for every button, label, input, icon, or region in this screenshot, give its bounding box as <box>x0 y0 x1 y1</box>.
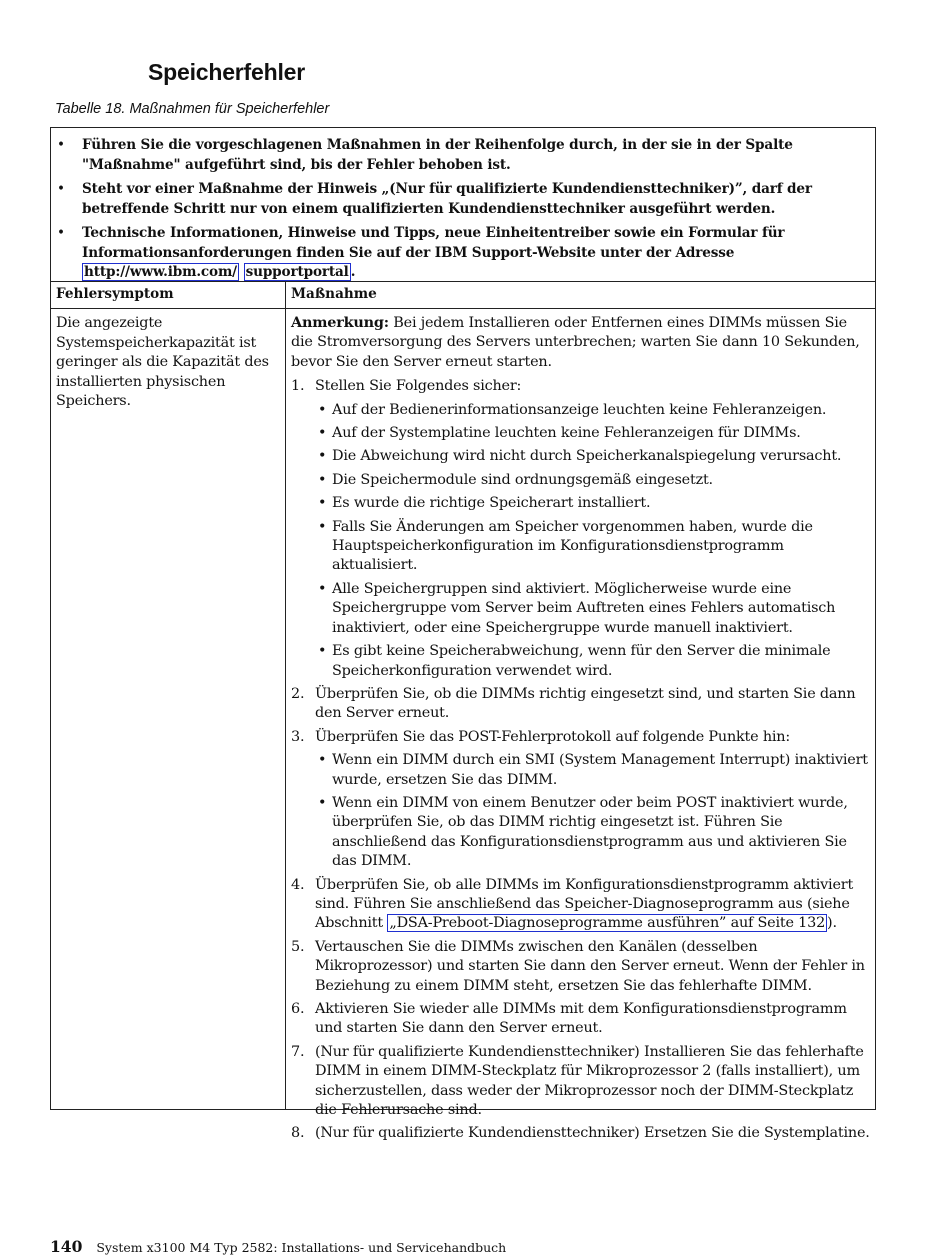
page-number: 140 <box>50 1237 83 1256</box>
step-text: Überprüfen Sie das POST-Fehlerprotokoll auf folgende Punkte hin: <box>315 728 791 745</box>
sub-item <box>291 401 871 420</box>
sub-text: Die Abweichung wird nicht durch Speicherkanalspiegelung verursacht. <box>332 448 842 465</box>
step-number: 3. <box>291 728 305 745</box>
dsa-preboot-link[interactable]: „DSA-Preboot-Diagnoseprogramme ausführen” auf Seite 132 <box>389 915 826 932</box>
note-text: Führen Sie die vorgeschlagenen Maßnahmen in der Reihenfolge durch, in der sie in der Spalte "Maßnahme" aufgeführt sind, bis der Fehler behoben ist. <box>82 137 793 173</box>
bullet: • <box>318 518 327 535</box>
step-2 <box>291 685 871 724</box>
remark-text: Bei jedem Installieren oder Entfernen eines DIMMs müssen Sie die Stromversorgung des Servers unterbrechen; warten Sie dann 10 Sekunden, bevor Sie den Server erneut starten. <box>291 315 860 370</box>
step-end: ). <box>827 915 837 932</box>
bullet: • <box>318 752 327 769</box>
sub-text: Auf der Bedienerinformationsanzeige leuchten keine Fehleranzeigen. <box>332 401 827 418</box>
step-number: 1. <box>291 378 305 395</box>
bullet: • <box>318 495 327 512</box>
sub-text: Falls Sie Änderungen am Speicher vorgenommen haben, wurde die Hauptspeicherkonfiguration im Konfigurationsdienstprogramm aktualisiert. <box>332 518 813 574</box>
table-caption: Tabelle 18. Maßnahmen für Speicherfehler <box>55 101 330 117</box>
note-item <box>57 136 865 175</box>
bullet: • <box>318 580 327 597</box>
sub-text: Die Speichermodule sind ordnungsgemäß eingesetzt. <box>332 471 713 488</box>
sub-item <box>291 471 871 490</box>
step-number: 6. <box>291 1001 305 1017</box>
sub-text: Alle Speichergruppen sind aktiviert. Möglicherweise wurde eine Speichergruppe vom Server beim Auftreten eines Fehlers automatisch inaktiviert, oder eine Speichergruppe wurde manuell inaktiviert. <box>332 580 836 636</box>
bullet: • <box>318 448 327 465</box>
bullet: • <box>57 181 65 197</box>
step-number: 7. <box>291 1043 305 1060</box>
step-number: 4. <box>291 876 305 893</box>
footer-text: System x3100 M4 Typ 2582: Installations- und Servicehandbuch <box>96 1240 507 1255</box>
sub-item <box>291 794 871 872</box>
bullet: • <box>57 137 65 153</box>
sub-text: Wenn ein DIMM von einem Benutzer oder beim POST inaktiviert wurde, überprüfen Sie, ob das DIMM richtig eingesetzt ist. Führen Sie anschließend das Konfigurationsdienstprogramm aus und aktivieren Sie das DIMM. <box>332 794 848 870</box>
bullet: • <box>318 425 327 442</box>
remark-label: Anmerkung: <box>291 314 389 331</box>
column-divider <box>285 282 286 1110</box>
header-symptom: Fehlersymptom <box>56 286 174 302</box>
step-7 <box>291 1043 871 1121</box>
sub-item <box>291 424 871 443</box>
header-action: Maßnahme <box>291 286 377 302</box>
sub-item <box>291 642 871 681</box>
sub-text: Wenn ein DIMM durch ein SMI (System Management Interrupt) inaktiviert wurde, ersetzen Sie das DIMM. <box>332 752 868 788</box>
step-text: (Nur für qualifizierte Kundendiensttechniker) Installieren Sie das fehlerhafte DIMM in einem DIMM-Steckplatz für Mikroprozessor 2 (falls installiert), um sicherzustellen, dass weder der Mikroprozessor noch der DIMM-Steckplatz die Fehlerursache sind. <box>315 1043 864 1119</box>
step-text: (Nur für qualifizierte Kundendiensttechniker) Ersetzen Sie die Systemplatine. <box>315 1125 870 1142</box>
step-text: Aktivieren Sie wieder alle DIMMs mit dem Konfigurationsdienstprogramm und starten Sie dann den Server erneut. <box>315 1001 847 1037</box>
sub-text: Es wurde die richtige Speicherart installiert. <box>332 495 651 512</box>
step-8 <box>291 1124 871 1143</box>
step-3 <box>291 728 871 747</box>
sub-item <box>291 494 871 513</box>
sub-item <box>291 751 871 790</box>
step-text: Überprüfen Sie, ob die DIMMs richtig eingesetzt sind, und starten Sie dann den Server erneut. <box>315 685 856 722</box>
step-6 <box>291 1000 871 1039</box>
note-text: Technische Informationen, Hinweise und Tipps, neue Einheitentreiber sowie ein Formular für Informationsanforderungen finden Sie auf der IBM Support-Website unter der Adresse <box>82 225 785 261</box>
ibm-support-link[interactable]: http://www.ibm.com/ <box>84 264 237 280</box>
step-5 <box>291 938 871 996</box>
step-4 <box>291 876 871 934</box>
table-header-row <box>51 282 875 309</box>
bullet: • <box>318 643 327 660</box>
step-number: 5. <box>291 938 305 955</box>
bullet: • <box>318 794 327 811</box>
remark <box>291 313 871 372</box>
step-text: Vertauschen Sie die DIMMs zwischen den Kanälen (desselben Mikroprozessor) und starten Sie dann den Server erneut. Wenn der Fehler in Beziehung zu einem DIMM steht, ersetzen Sie das fehlerhafte DIMM. <box>315 938 865 994</box>
sub-text: Auf der Systemplatine leuchten keine Fehleranzeigen für DIMMs. <box>332 425 801 442</box>
step-number: 8. <box>291 1125 305 1142</box>
page-footer <box>50 1237 506 1256</box>
symptom-cell: Die angezeigte Systemspeicherkapazität ist geringer als die Kapazität des installierten physischen Speichers. <box>56 315 269 409</box>
step-number: 2. <box>291 685 305 702</box>
measures-table <box>50 127 876 1142</box>
step-text: Stellen Sie Folgendes sicher: <box>315 378 522 395</box>
ibm-support-link-cont[interactable]: supportportal <box>245 264 349 280</box>
section-title: Speicherfehler <box>148 59 305 85</box>
sub-item <box>291 447 871 466</box>
note-item <box>57 180 865 219</box>
bullet: • <box>318 401 327 418</box>
step-text: Überprüfen Sie, ob alle DIMMs im Konfigurationsdienstprogramm aktiviert sind. Führen Sie anschließend das Speicher-Diagnoseprogramm aus (siehe Abschnitt <box>315 876 854 932</box>
notes-block <box>51 128 875 282</box>
sub-item <box>291 518 871 576</box>
note-end: . <box>350 264 356 280</box>
step-1 <box>291 377 871 396</box>
sub-text: Es gibt keine Speicherabweichung, wenn für den Server die minimale Speicherkonfiguration verwendet wird. <box>332 643 831 679</box>
bullet: • <box>57 225 65 241</box>
note-item <box>57 224 865 283</box>
sub-item <box>291 580 871 638</box>
bullet: • <box>318 471 327 488</box>
note-text: Steht vor einer Maßnahme der Hinweis „(Nur für qualifizierte Kundendiensttechniker)”, darf der betreffende Schritt nur von einem qualifizierten Kundendiensttechniker ausgeführt werden. <box>82 181 812 217</box>
action-cell <box>291 313 871 1148</box>
